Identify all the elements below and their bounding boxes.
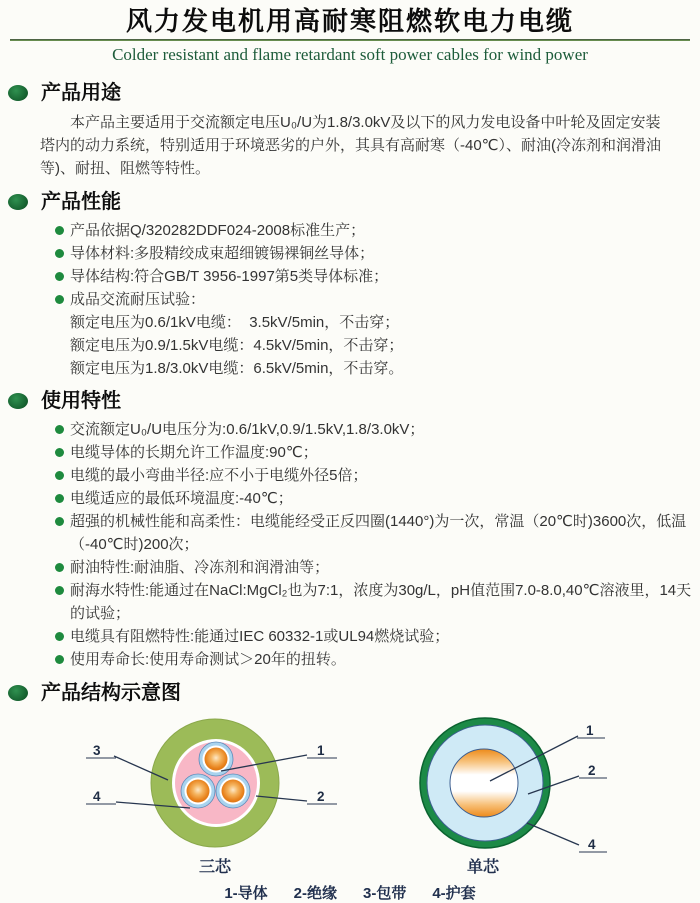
bullet-dot-icon — [55, 226, 64, 235]
list-item-text: 使用寿命长:使用寿命测试＞20年的扭转。 — [70, 651, 346, 668]
section-title: 产品结构示意图 — [41, 682, 181, 704]
list-item — [55, 219, 700, 242]
bullet-dot-icon — [55, 494, 64, 503]
usage-paragraph: 本产品主要适用于交流额定电压U₀/U为1.8/3.0kV及以下的风力发电设备中叶轮及固定安装塔内的动力系统，特别适用于环境恶劣的户外，其具有高耐寒（-40℃）、耐油(冷冻剂和润滑油等)、耐扭、阻燃等特性。 — [40, 114, 662, 177]
single-core-diagram — [420, 718, 607, 876]
diagram-label-2: 2 — [317, 789, 325, 804]
bullet-dot-icon — [55, 425, 64, 434]
list-item — [55, 579, 700, 625]
list-item-text: 交流额定U₀/U电压分为:0.6/1kV,0.9/1.5kV,1.8/3.0kV； — [70, 421, 425, 438]
three-core-diagram — [86, 719, 337, 876]
list-item — [55, 242, 700, 265]
page-subtitle-english: Colder resistant and flame retardant soft power cables for wind power — [112, 45, 588, 64]
list-item-text: 产品依据Q/320282DDF024-2008标准生产； — [70, 222, 366, 239]
list-item-text: 电缆适应的最低环境温度:-40℃； — [70, 490, 293, 507]
list-item — [55, 625, 700, 648]
bullet-dot-icon — [55, 471, 64, 480]
leader-line — [527, 823, 579, 845]
conductor-core — [450, 749, 518, 817]
list-item-text: 超强的机械性能和高柔性：电缆能经受正反四圈(1440°)为一次，常温（20℃时)3600次，低温（-40℃时)200次； — [70, 513, 687, 553]
conductor-core — [222, 780, 245, 803]
bullet-dot-icon — [55, 272, 64, 281]
diagram-legend — [0, 882, 700, 903]
list-item-text: 耐海水特性:能通过在NaCl:MgCl₂也为7:1，浓度为30g/L，pH值范围7.0-8.0,40℃溶液里，14天的试验； — [70, 582, 692, 622]
diagram-label-3: 3 — [93, 743, 101, 758]
conductor-core — [187, 780, 210, 803]
bullet-dot-icon — [55, 448, 64, 457]
list-item — [55, 418, 700, 441]
green-ellipse-icon — [8, 85, 28, 101]
single-core-caption: 单芯 — [466, 859, 500, 876]
three-core-caption: 三芯 — [198, 859, 232, 876]
title-divider — [10, 39, 690, 41]
list-item — [55, 441, 700, 464]
core-bottom-left — [181, 774, 215, 808]
green-ellipse-icon — [8, 393, 28, 409]
page-title: 风力发电机用高耐寒阻燃软电力电缆 — [125, 6, 574, 36]
diagram-label-4: 4 — [93, 789, 101, 804]
legend-item: 1-导体 — [224, 885, 268, 902]
section-header-usage — [8, 81, 700, 105]
section-header-structure — [8, 681, 700, 705]
conductor-core — [205, 748, 228, 771]
bullet-dot-icon — [55, 586, 64, 595]
list-item — [55, 648, 700, 671]
legend-item: 2-绝缘 — [293, 885, 337, 902]
voltage-test-line: 额定电压为0.6/1kV电缆： 3.5kV/5min，不击穿； — [70, 314, 400, 331]
list-item — [55, 510, 700, 556]
core-top — [199, 742, 233, 776]
core-bottom-right — [216, 774, 250, 808]
list-item — [55, 265, 700, 288]
structure-diagram — [0, 710, 700, 903]
characteristics-list — [55, 418, 700, 671]
bullet-dot-icon — [55, 655, 64, 664]
list-item-text: 电缆具有阻燃特性:能通过IEC 60332-1或UL94燃烧试验； — [70, 628, 450, 645]
list-item — [55, 487, 700, 510]
section-title: 产品用途 — [41, 82, 121, 104]
list-item-text: 电缆的最小弯曲半径:应不小于电缆外径5倍； — [70, 467, 368, 484]
voltage-test-line: 额定电压为0.9/1.5kV电缆：4.5kV/5min，不击穿； — [70, 337, 404, 354]
list-item-text: 耐油特性:耐油脂、冷冻剂和润滑油等； — [70, 559, 330, 576]
section-header-performance — [8, 190, 700, 214]
section-title: 使用特性 — [41, 390, 121, 412]
legend-item: 4-护套 — [432, 885, 476, 902]
list-item-text: 导体材料:多股精绞成束超细镀锡裸铜丝导体； — [70, 245, 375, 262]
green-ellipse-icon — [8, 685, 28, 701]
section-header-characteristics — [8, 389, 700, 413]
diagram-label-1: 1 — [317, 743, 325, 758]
list-item-text: 电缆导体的长期允许工作温度:90℃； — [70, 444, 318, 461]
green-ellipse-icon — [8, 194, 28, 210]
diagram-label-1: 1 — [586, 723, 594, 738]
bullet-dot-icon — [55, 563, 64, 572]
cable-cross-section-svg — [0, 710, 700, 882]
diagram-label-4: 4 — [588, 837, 596, 852]
performance-list — [55, 219, 700, 311]
list-item-text: 成品交流耐压试验： — [70, 291, 206, 308]
voltage-test-line: 额定电压为1.8/3.0kV电缆：6.5kV/5min，不击穿。 — [70, 360, 404, 377]
list-item — [55, 464, 700, 487]
legend-item: 3-包带 — [363, 885, 407, 902]
list-item — [55, 556, 700, 579]
diagram-label-2: 2 — [588, 763, 596, 778]
section-title: 产品性能 — [41, 191, 121, 213]
list-item-text: 导体结构:符合GB/T 3956-1997第5类导体标准； — [70, 268, 389, 285]
voltage-test-lines — [70, 311, 700, 380]
bullet-dot-icon — [55, 517, 64, 526]
bullet-dot-icon — [55, 632, 64, 641]
bullet-dot-icon — [55, 295, 64, 304]
bullet-dot-icon — [55, 249, 64, 258]
list-item — [55, 288, 700, 311]
